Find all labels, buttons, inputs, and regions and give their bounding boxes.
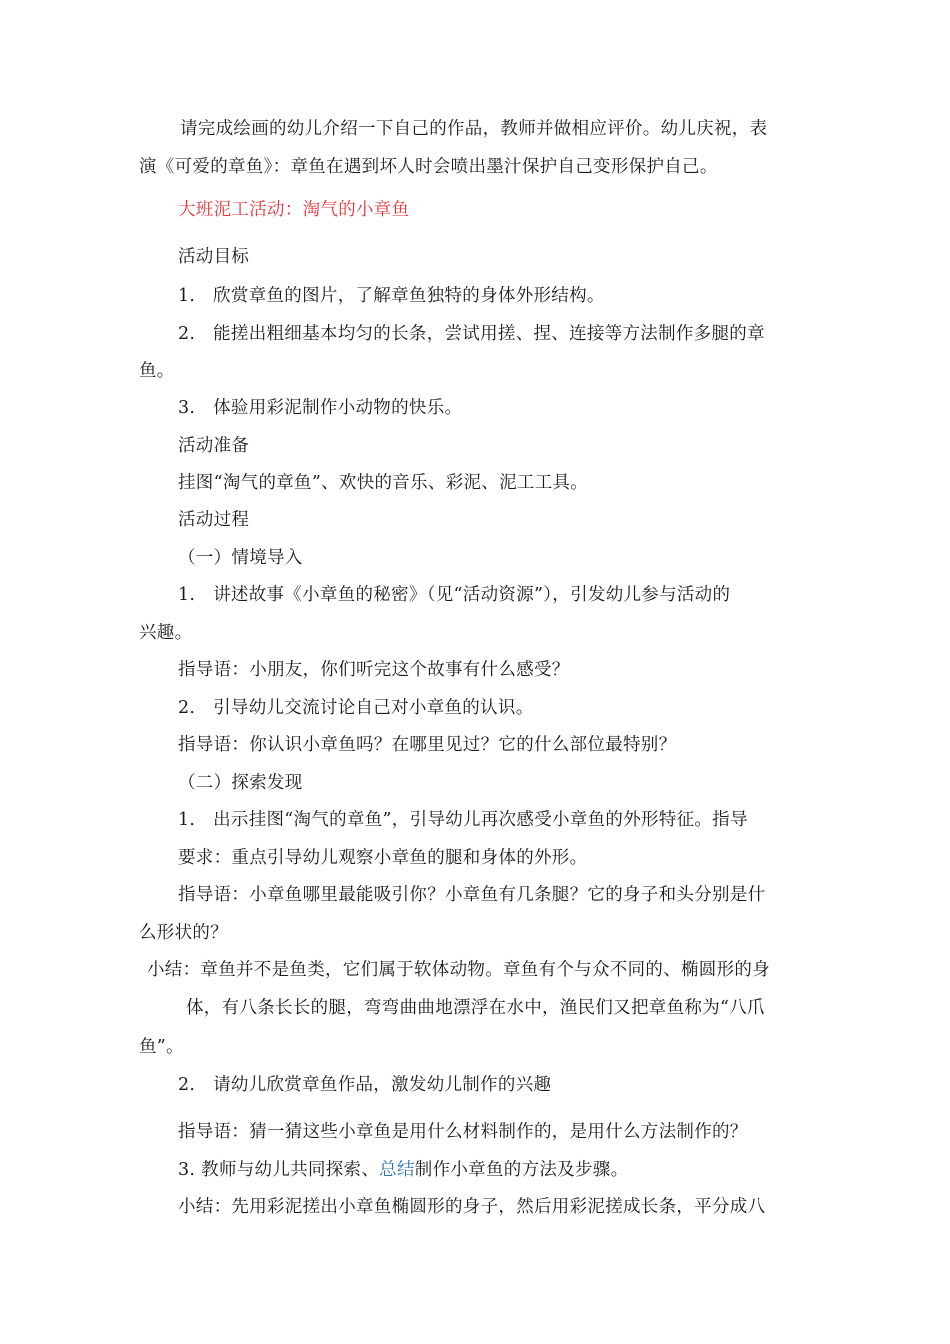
list-item-text: 3. 教师与幼儿共同探索、: [178, 1160, 380, 1180]
heading-preparation: 活动准备: [178, 436, 250, 456]
paragraph-line: 挂图“淘气的章鱼”、欢快的音乐、彩泥、泥工工具。: [178, 473, 589, 493]
paragraph-line: 演《可爱的章鱼》：章鱼在遇到坏人时会喷出墨汁保护自己变形保护自己。: [139, 157, 718, 177]
list-item: 2. 请幼儿欣赏章鱼作品，激发幼儿制作的兴趣: [178, 1075, 552, 1095]
list-item: 1. 讲述故事《小章鱼的秘密》（见“活动资源”），引发幼儿参与活动的: [178, 585, 731, 605]
paragraph-line: 请完成绘画的幼儿介绍一下自己的作品，教师并做相应评价。幼儿庆祝，表: [180, 119, 768, 139]
summary-line-continuation: 体，有八条长长的腿，弯弯曲曲地漂浮在水中，渔民们又把章鱼称为“八爪: [186, 998, 765, 1018]
list-item: 3. 体验用彩泥制作小动物的快乐。: [178, 398, 463, 418]
subheading: （二）探索发现: [178, 773, 303, 793]
list-item: 2. 引导幼儿交流讨论自己对小章鱼的认识。: [178, 698, 534, 718]
guide-line: 指导语：小章鱼哪里最能吸引你？小章鱼有几条腿？它的身子和头分别是什: [178, 885, 766, 905]
guide-line: 指导语：你认识小章鱼吗？在哪里见过？它的什么部位最特别？: [178, 735, 677, 755]
list-item-continuation: 要求：重点引导幼儿观察小章鱼的腿和身体的外形。: [178, 848, 588, 868]
guide-line-continuation: 么形状的？: [139, 923, 228, 943]
heading-goals: 活动目标: [178, 247, 250, 267]
subheading: （一）情境导入: [178, 548, 303, 568]
list-item-text: 制作小章鱼的方法及步骤。: [414, 1160, 629, 1180]
section-title: 大班泥工活动：淘气的小章鱼: [178, 200, 410, 220]
guide-line: 指导语：小朋友，你们听完这个故事有什么感受？: [178, 660, 570, 680]
summary-link[interactable]: 总结: [379, 1160, 415, 1180]
list-item: 1. 欣赏章鱼的图片，了解章鱼独特的身体外形结构。: [178, 286, 605, 306]
summary-line-continuation: 鱼”。: [139, 1037, 184, 1057]
list-item-continuation: 鱼。: [139, 361, 175, 381]
list-item-continuation: 兴趣。: [139, 623, 193, 643]
summary-line: 小结：先用彩泥搓出小章鱼椭圆形的身子，然后用彩泥搓成长条，平分成八: [178, 1197, 766, 1217]
heading-process: 活动过程: [178, 510, 250, 530]
list-item: 1. 出示挂图“淘气的章鱼”，引导幼儿再次感受小章鱼的外形特征。指导: [178, 810, 748, 830]
list-item: [178, 1158, 628, 1182]
summary-line: 小结：章鱼并不是鱼类，它们属于软体动物。章鱼有个与众不同的、椭圆形的身: [147, 960, 770, 980]
list-item: 2. 能搓出粗细基本均匀的长条，尝试用搓、捏、连接等方法制作多腿的章: [178, 324, 765, 344]
guide-line: 指导语：猜一猜这些小章鱼是用什么材料制作的，是用什么方法制作的？: [178, 1122, 748, 1142]
